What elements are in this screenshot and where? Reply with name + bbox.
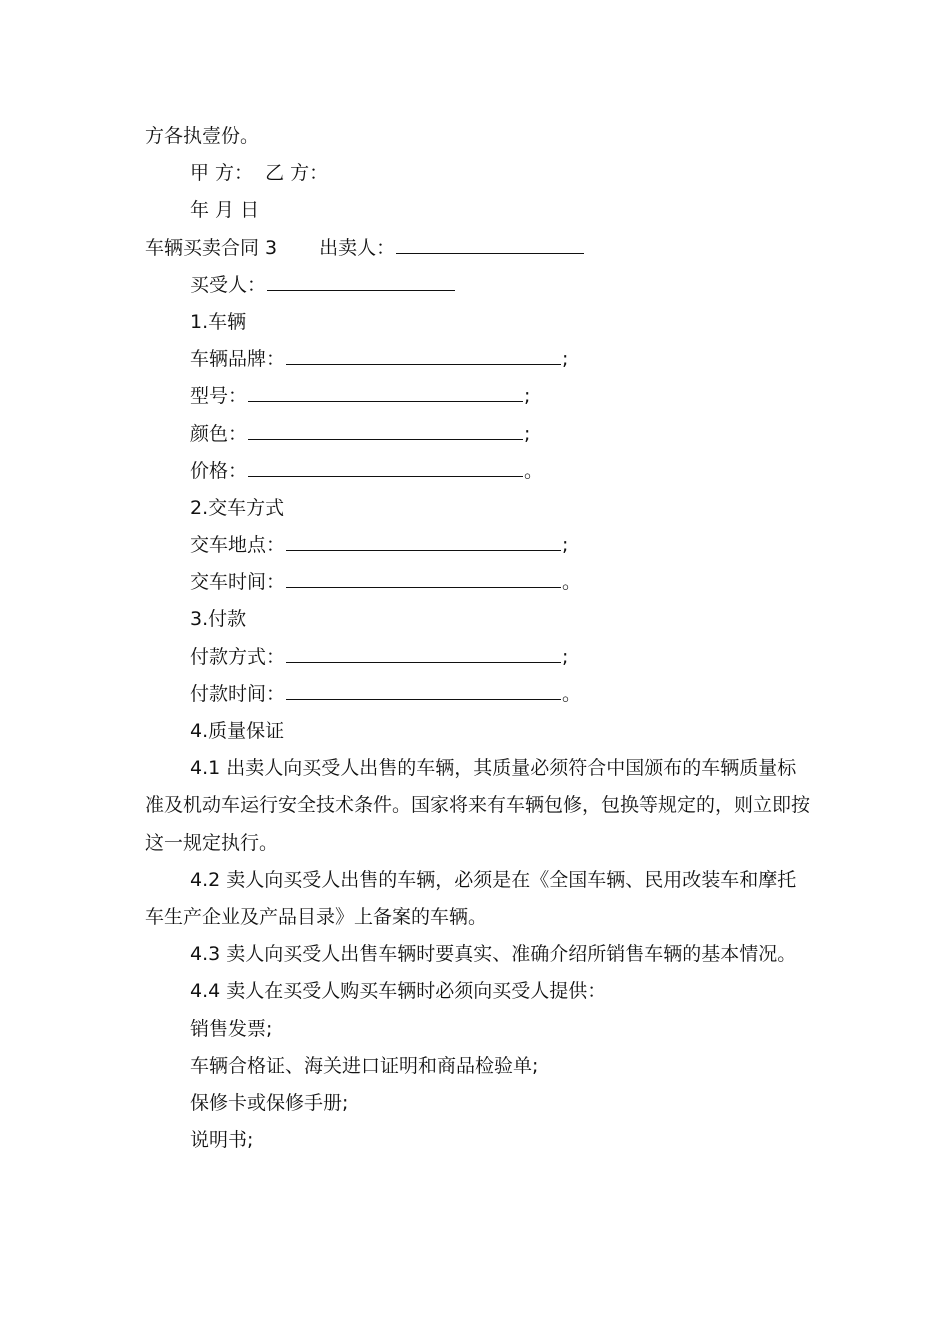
- section-heading: 3.付款: [190, 608, 247, 631]
- delivery-time-blank: [286, 565, 561, 588]
- payment-method-label: 付款方式：: [190, 645, 286, 668]
- model-label: 型号：: [190, 385, 248, 408]
- punct: ;: [562, 645, 569, 668]
- delivery-place-line: [145, 527, 810, 564]
- price-line: [145, 453, 810, 490]
- price-label: 价格：: [190, 459, 248, 482]
- delivery-time-line: [145, 564, 810, 601]
- color-blank: [248, 417, 523, 440]
- color-line: [145, 416, 810, 453]
- payment-time-blank: [286, 677, 561, 700]
- brand-blank: [286, 342, 561, 365]
- section-heading: 2.交车方式: [190, 496, 285, 519]
- section-heading: 4.质量保证: [190, 720, 285, 742]
- seller-label: 出卖人：: [319, 236, 396, 259]
- list-item: 车辆合格证、海关进口证明和商品检验单;: [190, 1054, 539, 1077]
- list-item: 保修卡或保修手册;: [190, 1091, 349, 1114]
- signature-parties: 甲 方： 乙 方：: [190, 162, 329, 185]
- list-item: 销售发票;: [190, 1017, 273, 1040]
- date-line: 年 月 日: [190, 199, 260, 222]
- punct: 。: [524, 459, 544, 482]
- color-label: 颜色：: [190, 422, 248, 445]
- clause-4-1: 4.1 出卖人向买受人出售的车辆，其质量必须符合中国颁布的车辆质量标准及机动车运行安全技术条件。国家将来有车辆包修，包换等规定的，则立即按这一规定执行。: [145, 757, 811, 854]
- payment-time-line: [145, 676, 810, 713]
- payment-method-line: [145, 639, 810, 676]
- punct: ;: [562, 534, 569, 557]
- clause-4-2: 4.2 卖人向买受人出售的车辆，必须是在《全国车辆、民用改装车和摩托车生产企业及产品目录》上备案的车辆。: [145, 868, 797, 928]
- section-heading: 1.车辆: [190, 310, 247, 333]
- seller-blank: [396, 231, 584, 254]
- punct: ;: [524, 422, 531, 445]
- punct: 。: [562, 571, 582, 594]
- document-body: [145, 118, 810, 1159]
- text-line: 方各执壹份。: [145, 125, 260, 147]
- contract-title: 车辆买卖合同 3: [145, 236, 278, 259]
- buyer-label: 买受人：: [190, 273, 267, 296]
- punct: ;: [562, 348, 569, 371]
- clause-4-3: 4.3 卖人向买受人出售车辆时要真实、准确介绍所销售车辆的基本情况。: [190, 943, 797, 966]
- punct: 。: [562, 682, 582, 705]
- delivery-time-label: 交车时间：: [190, 571, 286, 594]
- delivery-place-label: 交车地点：: [190, 534, 286, 557]
- delivery-place-blank: [286, 528, 561, 551]
- list-item: 说明书;: [190, 1129, 254, 1152]
- buyer-line: [145, 267, 810, 304]
- model-blank: [248, 379, 523, 402]
- contract-title-line: [145, 230, 810, 267]
- payment-method-blank: [286, 640, 561, 663]
- price-blank: [248, 454, 523, 477]
- brand-label: 车辆品牌：: [190, 348, 286, 371]
- punct: ;: [524, 385, 531, 408]
- buyer-blank: [267, 268, 455, 291]
- model-line: [145, 378, 810, 415]
- payment-time-label: 付款时间：: [190, 682, 286, 705]
- clause-4-4: 4.4 卖人在买受人购买车辆时必须向买受人提供：: [190, 980, 607, 1003]
- brand-line: [145, 341, 810, 378]
